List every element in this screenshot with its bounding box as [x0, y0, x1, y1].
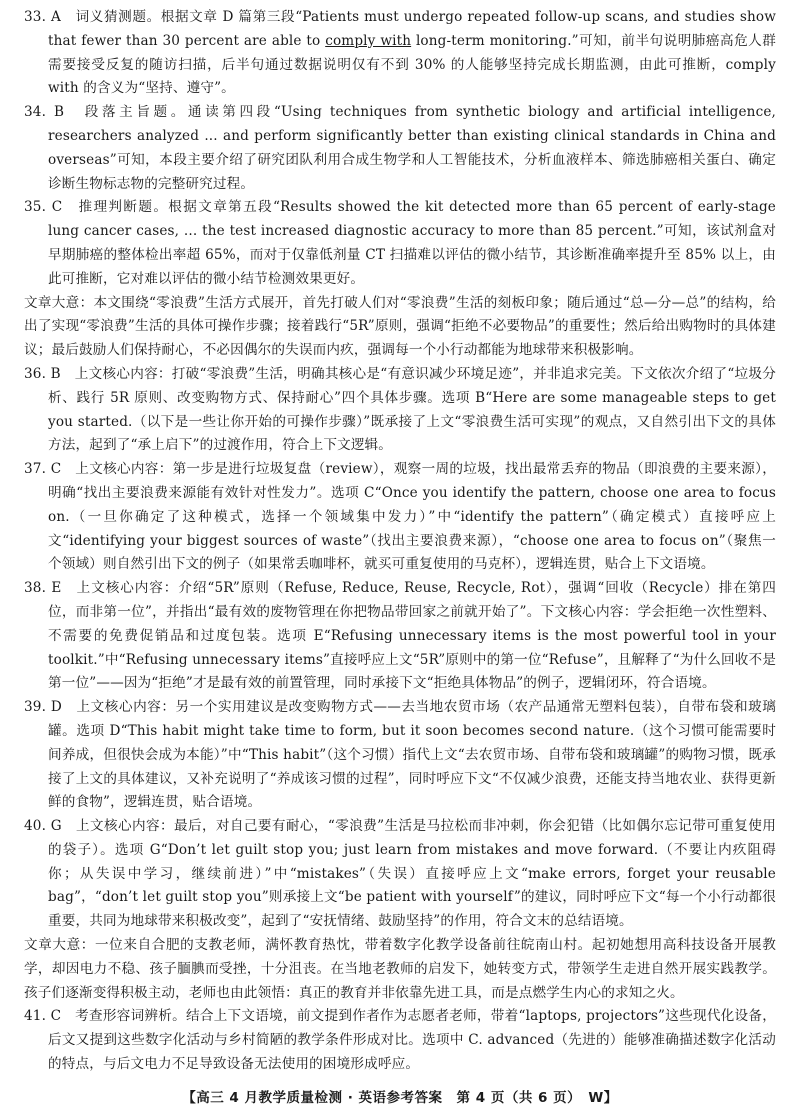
answer-key-text	[24, 6, 776, 1077]
answer-explanation: 34. B 段落主旨题。通读第四段“Using techniques from synthetic biology and artificial intelligence, researchers analyzed ... and perform significantly better than existing clinical standards in China and overseas”可知，本段主要介绍了研究团队利用合成生物学和人工智能技术，分析血液样本、筛选肺癌相关蛋白、确定诊断生物标志物的完整研究过程。	[24, 104, 776, 192]
answer-explanation: 33. A 词义猜测题。根据文章 D 篇第三段“Patients must undergo repeated follow-up scans, and studies show that fewer than 30 percent are able to comply with long-term monitoring.”可知，前半句说明肺癌高危人群需要接受反复的随访扫描，后半句通过数据说明仅有不到 30% 的人能够坚持完成长期监测，由此可推断，comply with 的含义为“坚持、遵守”。	[24, 9, 776, 97]
page-footer: 【高三 4 月教学质量检测 · 英语参考答案 第 4 页（共 6 页） W】	[182, 1090, 618, 1106]
answer-explanation: 39. D 上文核心内容：另一个实用建议是改变购物方式——去当地农贸市场（农产品通常无塑料包装），自带布袋和玻璃罐。选项 D“This habit might take time to form, but it soon becomes second nature.（这个习惯可能需要时间养成，但很快会成为本能）”中“This habit”（这个习惯）指代上文“去农贸市场、自带布袋和玻璃罐”的购物习惯，既承接了上文的具体建议，又补充说明了“养成该习惯的过程”，同时呼应下文“不仅减少浪费，还能支持当地农业、获得更新鲜的食物”，逻辑连贯，贴合语境。	[24, 699, 776, 811]
answer-explanation: 35. C 推理判断题。根据文章第五段“Results showed the kit detected more than 65 percent of early-stage lung cancer cases, ... the test increased diagnostic accuracy to more than 85 percent.”可知，该试剂盒对早期肺癌的整体检出率超 65%，而对于仅靠低剂量 CT 扫描难以评估的微小结节，其诊断准确率提升至 85% 以上，由此可推断，它对难以评估的微小结节检测效果更好。	[24, 199, 776, 287]
article-summary: 文章大意：本文围绕“零浪费”生活方式展开，首先打破人们对“零浪费”生活的刻板印象；随后通过“总—分—总”的结构，给出了实现“零浪费”生活的具体可操作步骤；接着践行“5R”原则，强调“拒绝不必要物品”的重要性；然后给出购物时的具体建议；最后鼓励人们保持耐心，不必因偶尔的失误而内疚，强调每一个小行动都能为地球带来积极影响。	[24, 294, 776, 359]
answer-explanation: 38. E 上文核心内容：介绍“5R”原则（Refuse, Reduce, Reuse, Recycle, Rot），强调“回收（Recycle）排在第四位，而非第一位”，并指出“最有效的废物管理在你把物品带回家之前就开始了”。下文核心内容：学会拒绝一次性塑料、不需要的免费促销品和过度包装。选项 E“Refusing unnecessary items is the most powerful tool in your toolkit.”中“Refusing unnecessary items”直接呼应上文“5R”原则中的第一位“Refuse”，且解释了“为什么回收不是第一位”——因为“拒绝”才是最有效的前置管理，同时承接下文“拒绝具体物品”的例子，逻辑闭环，符合语境。	[24, 580, 776, 692]
answer-explanation: 41. C 考查形容词辨析。结合上下文语境，前文提到作者作为志愿者老师，带着“laptops, projectors”这些现代化设备，后文又提到这些数字化活动与乡村简陋的教学条件形成对比。选项中 C. advanced（先进的）能够准确描述数字化活动的特点，与后文电力不足导致设备无法使用的困境形成呼应。	[24, 1008, 776, 1073]
answer-explanation: 40. G 上文核心内容：最后，对自己要有耐心，“零浪费”生活是马拉松而非冲刺，你会犯错（比如偶尔忘记带可重复使用的袋子）。选项 G“Don’t let guilt stop you; just learn from mistakes and move forward.（不要让内疚阻碍你；从失误中学习，继续前进）”中“mistakes”（失误）直接呼应上文“make errors, forget your reusable bag”，“don’t let guilt stop you”则承接上文“be patient with yourself”的建议，同时呼应下文“每一个小行动都很重要，共同为地球带来积极改变”，起到了“安抚情绪、鼓励坚持”的作用，符合文末的总结语境。	[24, 818, 776, 930]
article-summary: 文章大意：一位来自合肥的支教老师，满怀教育热忱，带着数字化教学设备前往皖南山村。起初她想用高科技设备开展教学，却因电力不稳、孩子腼腆而受挫，十分沮丧。在当地老教师的启发下，她转变方式，带领学生走进自然开展实践教学。孩子们逐渐变得积极主动，老师也由此领悟：真正的教育并非依靠先进工具，而是点燃学生内心的求知之火。	[24, 937, 776, 1001]
answer-explanation: 36. B 上文核心内容：打破“零浪费”生活，明确其核心是“有意识减少环境足迹”，并非追求完美。下文依次介绍了“垃圾分析、践行 5R 原则、改变购物方式、保持耐心”四个具体步骤。选项 B“Here are some manageable steps to get you started.（以下是一些让你开始的可操作步骤）”既承接了上文“零浪费生活可实现”的观点，又自然引出下文的具体方法，起到了“承上启下”的过渡作用，符合上下文逻辑。	[24, 365, 776, 454]
answer-explanation: 37. C 上文核心内容：第一步是进行垃圾复盘（review），观察一周的垃圾，找出最常丢弃的物品（即浪费的主要来源），明确“找出主要浪费来源能有效针对性发力”。选项 C“Once you identify the pattern, choose one area to focus on.（一旦你确定了这种模式，选择一个领域集中发力）”中“identify the pattern”（确定模式）直接呼应上文“identifying your biggest sources of waste”（找出主要浪费来源），“choose one area to focus on”（聚焦一个领域）则自然引出下文的例子（如果常丢咖啡杯，就买可重复使用的马克杯），逻辑连贯，贴合上下文语境。	[24, 461, 776, 573]
